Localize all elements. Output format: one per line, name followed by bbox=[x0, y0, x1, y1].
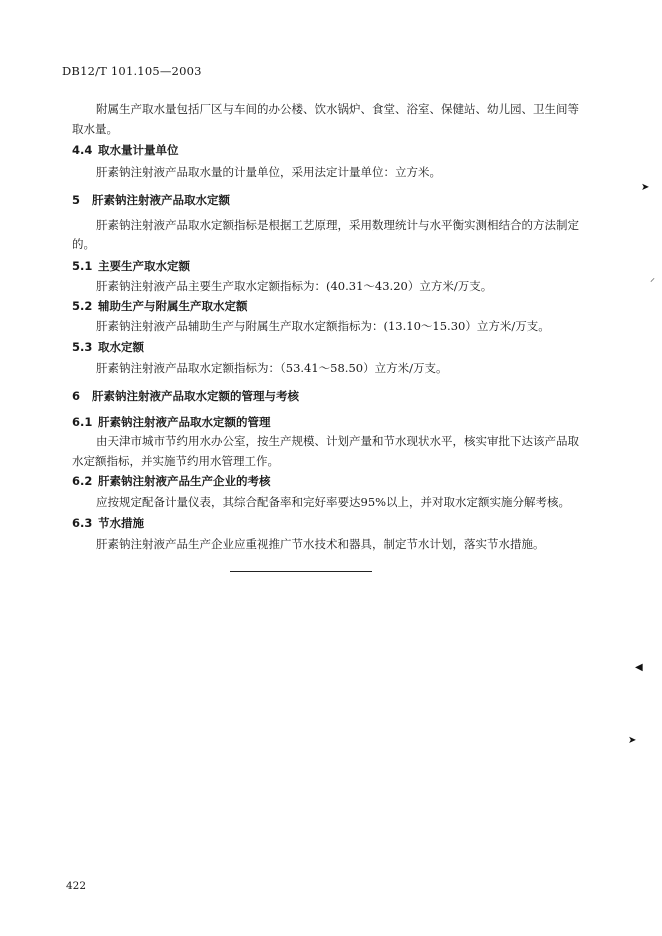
section-5-1-heading bbox=[72, 256, 190, 276]
section-title: 辅助生产与附属生产取水定额 bbox=[98, 299, 248, 313]
section-4-4-heading bbox=[72, 140, 179, 160]
section-number: 4.4 bbox=[72, 143, 93, 157]
section-title: 肝素钠注射液产品生产企业的考核 bbox=[98, 474, 271, 488]
section-number: 5.1 bbox=[72, 259, 93, 273]
section-5-3-text: 肝素钠注射液产品取水定额指标为：（53.41～58.50）立方米/万支。 bbox=[96, 361, 448, 375]
section-title: 肝素钠注射液产品取水定额 bbox=[92, 193, 230, 207]
section-number: 6 bbox=[72, 389, 81, 403]
section-number: 6.1 bbox=[72, 415, 93, 429]
section-5-text-line2: 的。 bbox=[72, 237, 95, 251]
scan-mark-arrow: ➤ bbox=[641, 182, 650, 193]
section-5-2-heading bbox=[72, 296, 248, 316]
scan-mark-tick: ⸝ bbox=[650, 273, 655, 284]
section-number: 6.3 bbox=[72, 516, 93, 530]
section-6-heading bbox=[72, 386, 299, 406]
page-number: 422 bbox=[66, 880, 87, 892]
section-5-2-text: 肝素钠注射液产品辅助生产与附属生产取水定额指标为：(13.10～15.30）立方米/万支。 bbox=[96, 319, 550, 333]
scan-mark-arrow: ◀ bbox=[635, 662, 643, 673]
section-6-1-heading bbox=[72, 412, 271, 432]
section-number: 5 bbox=[72, 193, 81, 207]
section-5-heading bbox=[72, 190, 230, 210]
paragraph-intro-line1: 附属生产取水量包括厂区与车间的办公楼、饮水锅炉、食堂、浴室、保健站、幼儿园、卫生间等 bbox=[96, 102, 579, 116]
standard-code: DB12/T 101.105—2003 bbox=[62, 64, 202, 78]
section-6-1-text-line1: 由天津市城市节约用水办公室，按生产规模、计划产量和节水现状水平，核实审批下达该产品取 bbox=[96, 434, 579, 448]
scan-mark-arrow: ➤ bbox=[628, 735, 637, 746]
section-title: 主要生产取水定额 bbox=[98, 259, 190, 273]
section-5-3-heading bbox=[72, 337, 144, 357]
section-title: 肝素钠注射液产品取水定额的管理 bbox=[98, 415, 271, 429]
section-5-1-text: 肝素钠注射液产品主要生产取水定额指标为：(40.31～43.20）立方米/万支。 bbox=[96, 279, 493, 293]
section-title: 取水定额 bbox=[98, 340, 144, 354]
end-rule bbox=[230, 571, 372, 572]
section-title: 节水措施 bbox=[98, 516, 144, 530]
section-number: 5.2 bbox=[72, 299, 93, 313]
section-6-2-text: 应按规定配备计量仪表，其综合配备率和完好率要达95%以上，并对取水定额实施分解考核。 bbox=[96, 495, 571, 509]
section-title: 肝素钠注射液产品取水定额的管理与考核 bbox=[92, 389, 299, 403]
section-5-text-line1: 肝素钠注射液产品取水定额指标是根据工艺原理，采用数理统计与水平衡实测相结合的方法制定 bbox=[96, 218, 579, 232]
paragraph-intro-line2: 取水量。 bbox=[72, 122, 118, 136]
section-6-3-text: 肝素钠注射液产品生产企业应重视推广节水技术和器具，制定节水计划，落实节水措施。 bbox=[96, 537, 545, 551]
section-6-1-text-line2: 水定额指标，并实施节约用水管理工作。 bbox=[72, 454, 279, 468]
section-number: 5.3 bbox=[72, 340, 93, 354]
section-6-2-heading bbox=[72, 471, 271, 491]
section-4-4-text: 肝素钠注射液产品取水量的计量单位，采用法定计量单位：立方米。 bbox=[96, 165, 441, 179]
section-number: 6.2 bbox=[72, 474, 93, 488]
section-6-3-heading bbox=[72, 513, 144, 533]
section-title: 取水量计量单位 bbox=[98, 143, 179, 157]
